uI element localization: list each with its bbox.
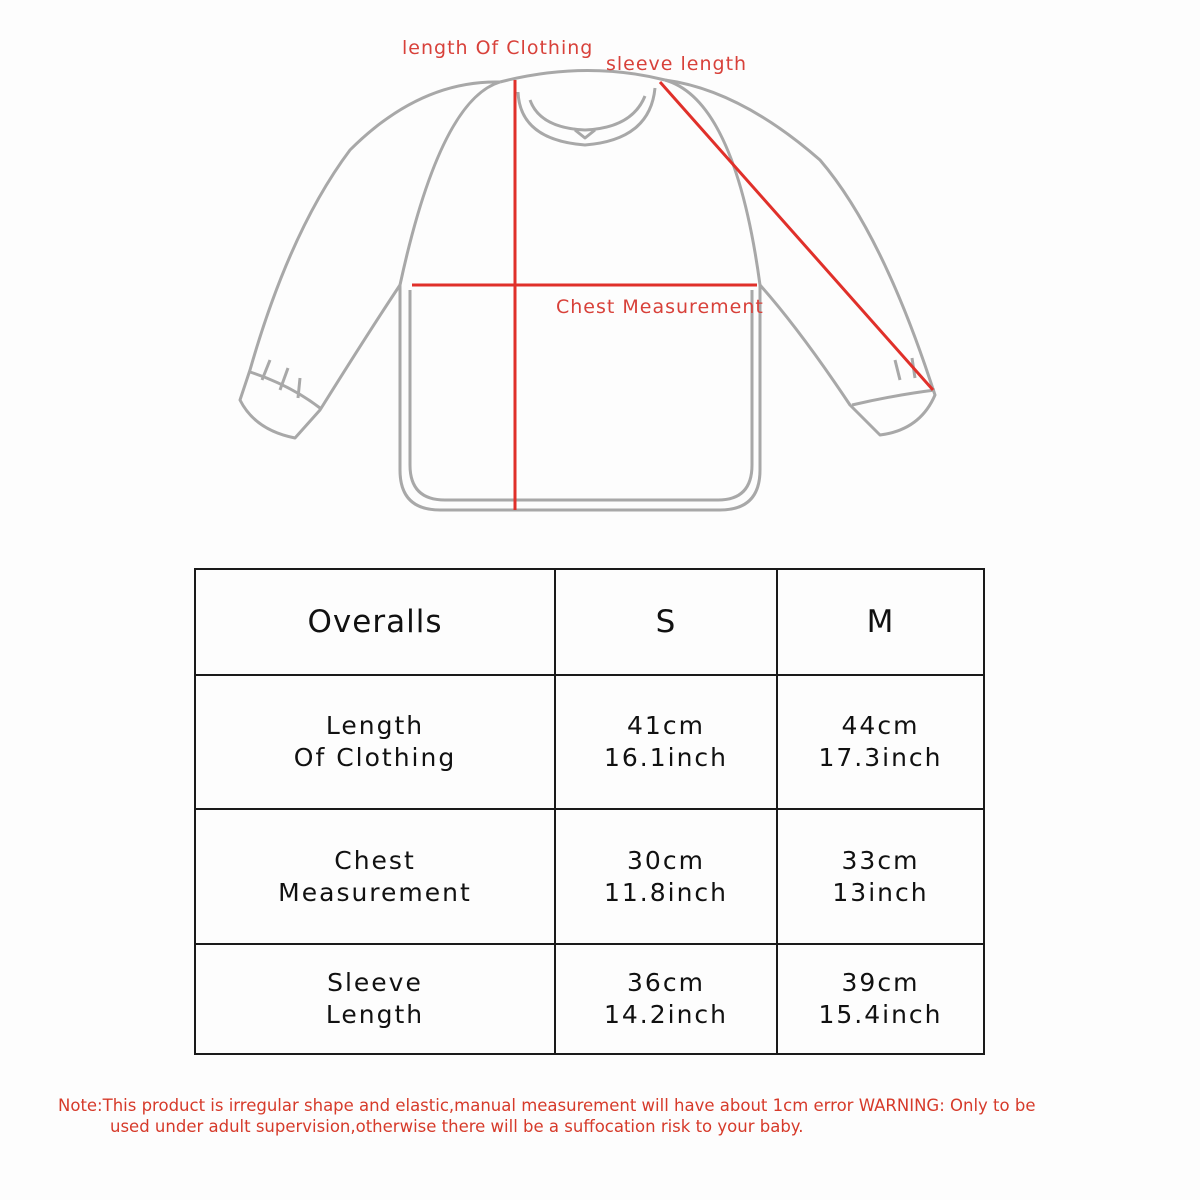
cell-m: 39cm 15.4inch [777,944,984,1054]
row-label: Length Of Clothing [195,675,555,809]
cell-s: 41cm 16.1inch [555,675,777,809]
header-overalls: Overalls [195,569,555,675]
table-header-row [195,569,984,675]
row-label: Chest Measurement [195,809,555,944]
header-m: M [777,569,984,675]
table-row [195,809,984,944]
size-table [194,568,985,1055]
header-s: S [555,569,777,675]
garment-diagram [0,0,1200,540]
measurement-lines [412,80,933,510]
note-line-2: used under adult supervision,otherwise there will be a suffocation risk to your baby. [110,1117,804,1136]
cell-s: 36cm 14.2inch [555,944,777,1054]
length-label: length Of Clothing [402,37,594,59]
cell-m: 44cm 17.3inch [777,675,984,809]
garment-outline [240,70,935,510]
chest-label: Chest Measurement [556,296,764,318]
table-row [195,675,984,809]
sleeve-label: sleeve length [606,53,748,75]
row-label: Sleeve Length [195,944,555,1054]
note-text [58,1095,1138,1137]
cell-m: 33cm 13inch [777,809,984,944]
cell-s: 30cm 11.8inch [555,809,777,944]
note-line-1: Note:This product is irregular shape and elastic,manual measurement will have about 1cm error WARNING: Only to be [58,1096,1036,1115]
sleeve-line [660,82,933,390]
table-row [195,944,984,1054]
